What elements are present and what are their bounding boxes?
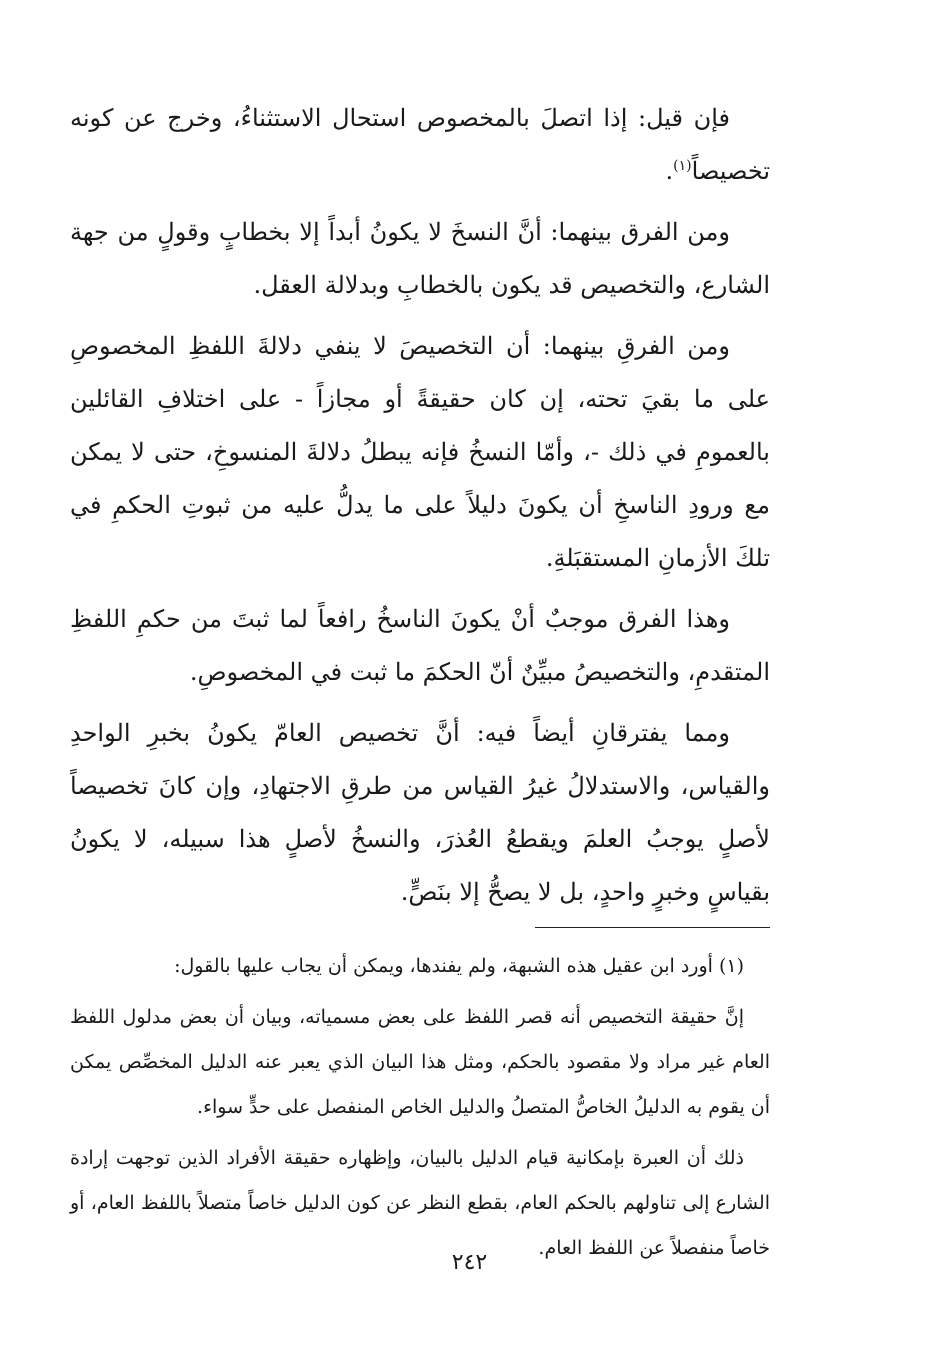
main-text <box>70 92 770 919</box>
paragraph-difference-3: وهذا الفرق موجبٌ أنْ يكونَ الناسخُ رافعاً لما ثبتَ من حكمِ اللفظِ المتقدمِ، والتخصيصُ مبيِّنٌ أنّ الحكمَ ما ثبت في المخصوصِ. <box>70 605 770 686</box>
page-number: ٢٤٢ <box>451 1250 488 1275</box>
footnote-1-intro: (١) أورد ابن عقيل هذه الشبهة، ولم يفندها، ويمكن أن يجاب عليها بالقول: <box>174 955 744 977</box>
footnote-marker: (١) <box>673 158 692 174</box>
footnote-1-paragraph-1: إنَّ حقيقة التخصيص أنه قصر اللفظ على بعض مسمياته، وبيان أن بعض مدلول اللفظ العام غير مراد ولا مقصود بالحكم، ومثل هذا البيان الذي يعبر عنه الدليل المخصِّص يمكن أن يقوم به الدليلُ الخاصُّ المتصلُ والدليل الخاص المنفصل على حدٍّ سواء. <box>70 1006 770 1118</box>
footnotes <box>70 944 770 1271</box>
paragraph-difference-1: ومن الفرق بينهما: أنَّ النسخَ لا يكونُ أبداً إلا بخطابٍ وقولٍ من جهة الشارع، والتخصيص قد يكون بالخطابِ وبدلالة العقل. <box>70 218 770 299</box>
paragraph-difference-2: ومن الفرقِ بينهما: أن التخصيصَ لا ينفي دلالةَ اللفظِ المخصوصِ على ما بقيَ تحته، إن كان حقيقةً أو مجازاً - على اختلافِ القائلين بالعمومِ في ذلك -، وأمّا النسخُ فإنه يبطلُ دلالةَ المنسوخِ، حتى لا يمكن مع ورودِ الناسخِ أن يكونَ دليلاً على ما يدلُّ عليه من ثبوتِ الحكمِ في تلكَ الأزمانِ المستقبَلةِ. <box>70 332 770 572</box>
paragraph-objection-text: فإن قيل: إذا اتصلَ بالمخصوص استحال الاستثناءُ، وخرج عن كونه تخصيصاً <box>70 104 770 185</box>
paragraph-objection <box>70 92 770 198</box>
book-page <box>70 92 770 1277</box>
paragraph-difference-4: ومما يفترقانِ أيضاً فيه: أنَّ تخصيص العامّ يكونُ بخبرِ الواحدِ والقياس، والاستدلالُ غيرُ القياس من طرقِ الاجتهادِ، وإن كانَ تخصيصاً لأصلٍ يوجبُ العلمَ ويقطعُ العُذرَ، والنسخُ لأصلٍ هذا سبيله، لا يكونُ بقياسٍ وخبرٍ واحدٍ، بل لا يصحُّ إلا بنَصٍّ. <box>70 719 770 906</box>
footnote-separator <box>535 927 770 928</box>
footnote-1-paragraph-2: ذلك أن العبرة بإمكانية قيام الدليل بالبيان، وإظهاره حقيقة الأفراد الذين توجهت إرادة الشارع إلى تناولهم بالحكم العام، بقطع النظر عن كون الدليل خاصاً متصلاً باللفظ العام، أو خاصاً منفصلاً عن اللفظ العام. <box>70 1147 770 1259</box>
paragraph-objection-end: . <box>665 157 674 185</box>
